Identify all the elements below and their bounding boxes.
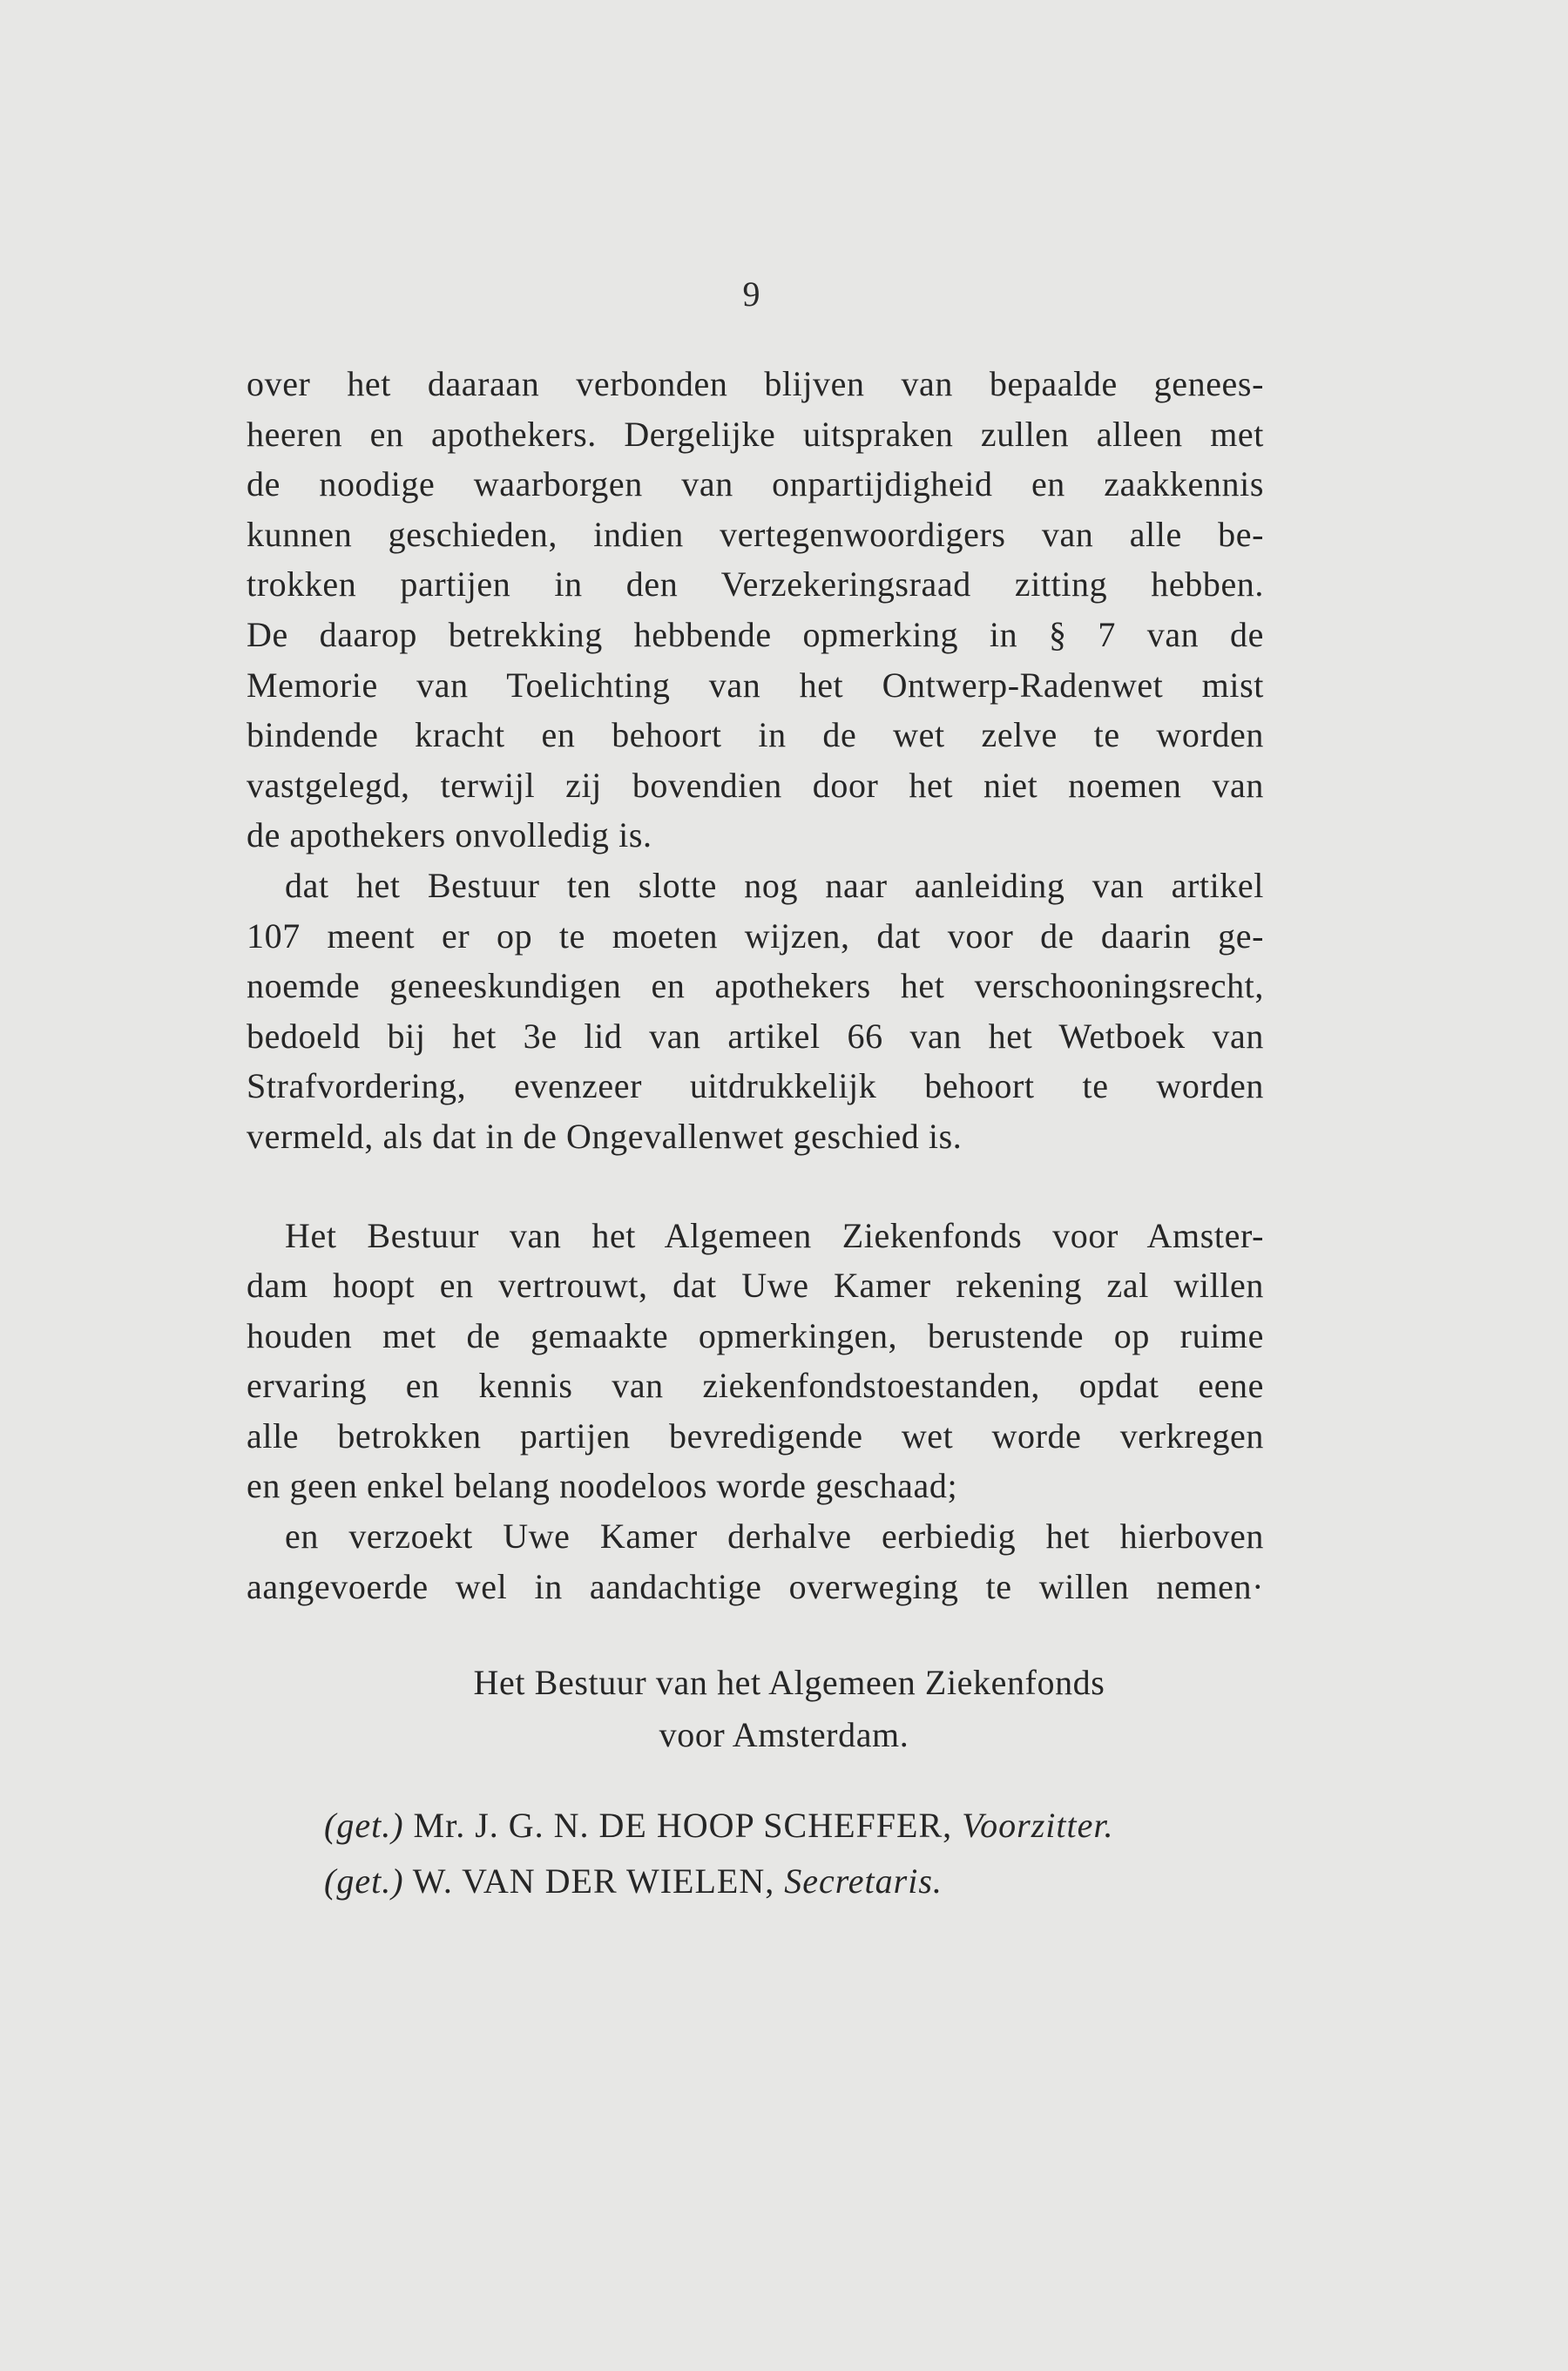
- text-line: 107 meent er op te moeten wijzen, dat voor de daarin ge-: [247, 915, 1264, 956]
- text-line: kunnen geschieden, indien vertegenwoordigers van alle be-: [247, 514, 1264, 554]
- page-number: 9: [742, 274, 760, 314]
- text-line: bedoeld bij het 3e lid van artikel 66 van het Wetboek van: [247, 1016, 1264, 1056]
- text-line: De daarop betrekking hebbende opmerking in § 7 van de: [247, 614, 1264, 654]
- signature-name: W. VAN DER WIELEN,: [412, 1861, 775, 1901]
- closing-block: [0, 1657, 1568, 1761]
- text-line: alle betrokken partijen bevredigende wet worde verkregen: [247, 1415, 1264, 1456]
- paragraph: [247, 1511, 1264, 1611]
- text-line: Memorie van Toelichting van het Ontwerp-Radenwet mist: [247, 665, 1264, 705]
- text-line: vermeld, als dat in de Ongevallenwet geschied is.: [247, 1116, 963, 1156]
- text-line: over het daaraan verbonden blijven van bepaalde genees-: [247, 364, 1264, 403]
- text-line: houden met de gemaakte opmerkingen, berustende op ruime: [247, 1315, 1264, 1355]
- text-line: ervaring en kennis van ziekenfondstoestanden, opdat eene: [247, 1366, 1264, 1406]
- text-line: de noodige waarborgen van onpartijdigheid en zaakkennis: [247, 464, 1264, 504]
- signature-role: Voorzitter.: [962, 1806, 1114, 1845]
- signature-role: Secretaris.: [784, 1861, 943, 1901]
- signature-prefix: (get.): [324, 1861, 404, 1901]
- body-text: [247, 359, 1264, 1611]
- text-line: heeren en apothekers. Dergelijke uitspraken zullen alleen met: [247, 414, 1264, 454]
- text-line: en verzoekt Uwe Kamer derhalve eerbiedig het hierboven: [285, 1516, 1264, 1557]
- signature-list: [324, 1798, 1114, 1909]
- text-line: aangevoerde wel in aandachtige overweging te willen nemen·: [247, 1566, 1264, 1606]
- signature-prefix: (get.): [324, 1806, 404, 1845]
- paragraph: [247, 1211, 1264, 1512]
- text-line: bindende kracht en behoort in de wet zelve te worden: [247, 715, 1264, 755]
- paragraph: [247, 359, 1264, 861]
- signature-name: Mr. J. G. N. DE HOOP SCHEFFER,: [413, 1806, 953, 1845]
- text-line: Strafvordering, evenzeer uitdrukkelijk behoort te worden: [247, 1066, 1264, 1106]
- paragraph: [247, 861, 1264, 1162]
- text-line: Het Bestuur van het Algemeen Ziekenfonds voor Amster-: [285, 1215, 1264, 1255]
- signature-row: [324, 1798, 1114, 1854]
- closing-line: voor Amsterdam.: [659, 1715, 909, 1754]
- paragraph-gap: [247, 1162, 1264, 1211]
- closing-line: Het Bestuur van het Algemeen Ziekenfonds: [473, 1663, 1105, 1702]
- text-line: noemde geneeskundigen en apothekers het verschooningsrecht,: [247, 966, 1264, 1006]
- text-line: en geen enkel belang noodeloos worde geschaad;: [247, 1466, 958, 1506]
- text-line: dam hoopt en vertrouwt, dat Uwe Kamer rekening zal willen: [247, 1266, 1264, 1306]
- signature-row: [324, 1854, 1114, 1909]
- text-line: de apothekers onvolledig is.: [247, 815, 652, 855]
- text-line: trokken partijen in den Verzekeringsraad zitting hebben.: [247, 564, 1264, 605]
- text-line: vastgelegd, terwijl zij bovendien door het niet noemen van: [247, 765, 1264, 805]
- text-line: dat het Bestuur ten slotte nog naar aanleiding van artikel: [285, 865, 1264, 905]
